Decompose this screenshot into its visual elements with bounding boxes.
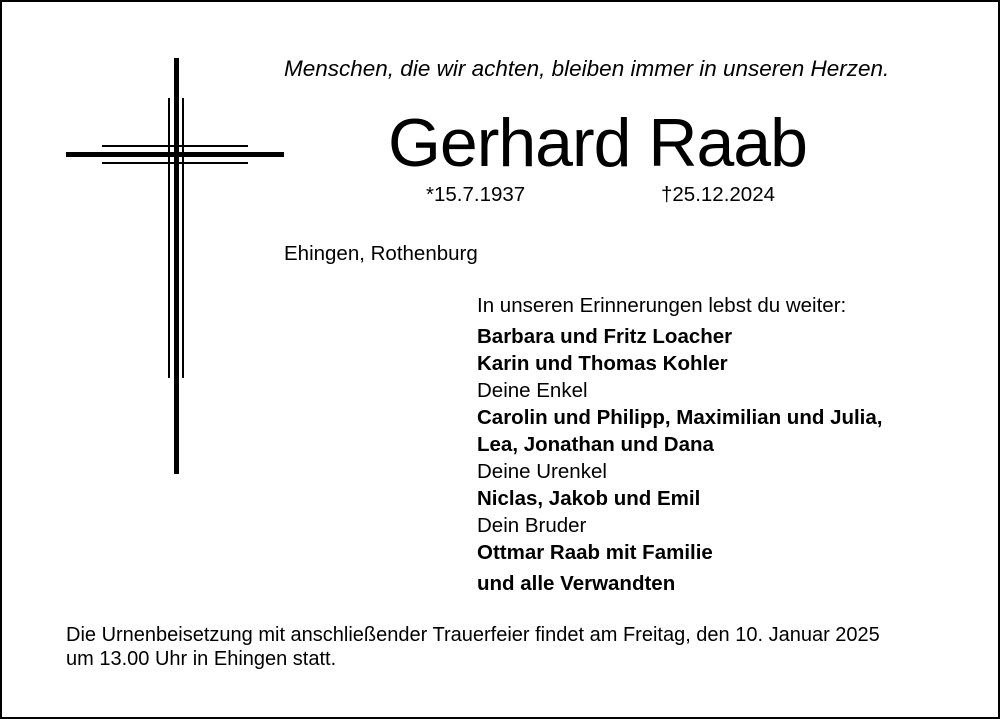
mourner-line: Ottmar Raab mit Familie <box>477 541 713 564</box>
mourner-line: Lea, Jonathan und Dana <box>477 433 714 456</box>
ceremony-info <box>66 623 986 671</box>
place-text: Ehingen, Rothenburg <box>284 242 478 265</box>
motto-text: Menschen, die wir achten, bleiben immer in unseren Herzen. <box>284 56 890 81</box>
death-date: †25.12.2024 <box>661 183 776 206</box>
mourner-line: Barbara und Fritz Loacher <box>477 325 733 348</box>
group-heading: Deine Urenkel <box>477 460 607 483</box>
birth-date: *15.7.1937 <box>426 183 526 206</box>
group-heading: Deine Enkel <box>477 379 588 402</box>
mourners-intro: In unseren Erinnerungen lebst du weiter: <box>477 294 847 317</box>
mourner-line: Niclas, Jakob und Emil <box>477 487 701 510</box>
mourner-line: Karin und Thomas Kohler <box>477 352 728 375</box>
cross-icon <box>64 58 288 478</box>
deceased-name: Gerhard Raab <box>388 105 807 181</box>
ceremony-line: um 13.00 Uhr in Ehingen statt. <box>66 648 337 670</box>
group-heading: Dein Bruder <box>477 514 587 537</box>
mourner-line: Carolin und Philipp, Maximilian und Julia, <box>477 406 883 429</box>
ceremony-line: Die Urnenbeisetzung mit anschließender Trauerfeier findet am Freitag, den 10. Januar 2025 <box>66 624 880 646</box>
mourner-line: und alle Verwandten <box>477 572 676 595</box>
mourners-list <box>477 292 977 597</box>
